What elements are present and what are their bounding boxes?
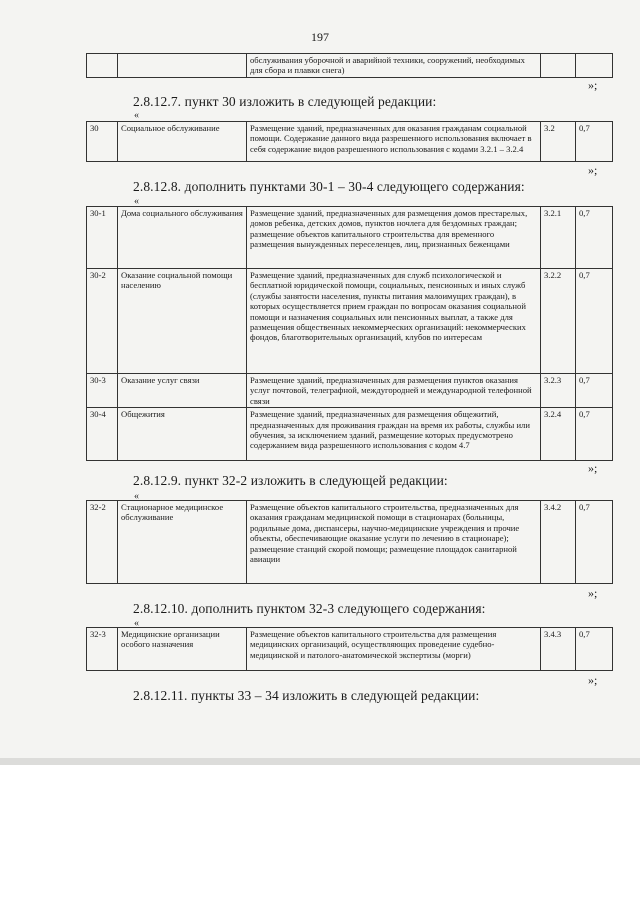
table-row bbox=[87, 408, 613, 461]
table-section-32-3 bbox=[86, 627, 613, 671]
opening-quote: « bbox=[134, 110, 139, 121]
table-row bbox=[87, 122, 613, 162]
cell-num: 32-2 bbox=[87, 501, 118, 584]
cell-name: Дома социального обслуживания bbox=[118, 207, 247, 269]
closing-quote: »; bbox=[588, 163, 598, 177]
table-section-30 bbox=[86, 121, 613, 162]
table-section-32-2 bbox=[86, 500, 613, 584]
opening-quote: « bbox=[134, 618, 139, 629]
cell-name: Социальное обслуживание bbox=[118, 122, 247, 162]
cell-description: Размещение объектов капитального строительства для размещения медицинских организаций, осуществляющих проведение судебно-медицинской и патолого-анатомической экспертизы (морги) bbox=[247, 628, 541, 671]
cell-code: 3.2 bbox=[541, 122, 576, 162]
section-heading: 2.8.12.11. пункты 33 – 34 изложить в следующей редакции: bbox=[133, 688, 480, 703]
closing-quote: »; bbox=[588, 673, 598, 687]
cell-code: 3.4.2 bbox=[541, 501, 576, 584]
section-heading: 2.8.12.8. дополнить пунктами 30-1 – 30-4 следующего содержания: bbox=[133, 179, 525, 194]
cell-code: 3.2.4 bbox=[541, 408, 576, 461]
cell-value: 0,7 bbox=[576, 374, 613, 408]
cell-num: 30-4 bbox=[87, 408, 118, 461]
cell-description: Размещение зданий, предназначенных для размещения общежитий, предназначенных для проживания граждан на время их работы, службы или обучения, за исключением зданий, размещение которых предусмотрено содержанием вида разрешенного использования с кодом 4.7 bbox=[247, 408, 541, 461]
cell-value: 0,7 bbox=[576, 269, 613, 374]
cell-num: 32-3 bbox=[87, 628, 118, 671]
cell-name: Общежития bbox=[118, 408, 247, 461]
cell-value: 0,7 bbox=[576, 501, 613, 584]
cell-num: 30-3 bbox=[87, 374, 118, 408]
opening-quote: « bbox=[134, 491, 139, 502]
cell-name: Медицинские организации особого назначения bbox=[118, 628, 247, 671]
closing-quote: »; bbox=[588, 78, 598, 92]
table-row bbox=[87, 501, 613, 584]
cell-value: 0,7 bbox=[576, 628, 613, 671]
section-heading: 2.8.12.9. пункт 32-2 изложить в следующей редакции: bbox=[133, 473, 448, 488]
cell-num: 30-1 bbox=[87, 207, 118, 269]
closing-quote: »; bbox=[588, 586, 598, 600]
table-row bbox=[87, 54, 613, 78]
page-number: 197 bbox=[311, 30, 329, 44]
table-fragment-top bbox=[86, 53, 613, 78]
table-row bbox=[87, 207, 613, 269]
cell-num: 30 bbox=[87, 122, 118, 162]
cell-name: Оказание социальной помощи населению bbox=[118, 269, 247, 374]
opening-quote: « bbox=[134, 196, 139, 207]
cell-value: 0,7 bbox=[576, 122, 613, 162]
cell-code: 3.4.3 bbox=[541, 628, 576, 671]
cell-description: Размещение зданий, предназначенных для оказания гражданам социальной помощи. Содержание данного вида разрешенного использования включает в себя содержание видов разрешенного использования с кодами 3.2.1 – 3.2.4 bbox=[247, 122, 541, 162]
cell-name: Стационарное медицинское обслуживание bbox=[118, 501, 247, 584]
cell-code: 3.2.3 bbox=[541, 374, 576, 408]
closing-quote: »; bbox=[588, 461, 598, 475]
cell-code: 3.2.1 bbox=[541, 207, 576, 269]
cell-description: Размещение зданий, предназначенных для служб психологической и бесплатной юридической помощи, социальных, пенсионных и иных служб (службы занятости населения, пункты питания малоимущих граждан), в которых осуществляется прием граждан по вопросам оказания социальной помощи и назначения социальных или пенсионных выплат, а также для размещения общественных некоммерческих организаций: некоммерческих фондов, благотворительных организаций, клубов по интересам bbox=[247, 269, 541, 374]
scan-bottom-edge bbox=[0, 758, 640, 765]
cell-description: Размещение зданий, предназначенных для размещения домов престарелых, домов ребенка, детских домов, пунктов ночлега для бездомных граждан; размещение объектов капитального строительства для временного размещения вынужденных переселенцев, лиц, признанных беженцами bbox=[247, 207, 541, 269]
table-section-30-1-30-4 bbox=[86, 206, 613, 461]
cell-name: Оказание услуг связи bbox=[118, 374, 247, 408]
cell-code: 3.2.2 bbox=[541, 269, 576, 374]
cell-description: обслуживания уборочной и аварийной техники, сооружений, необходимых для сбора и плавки снега) bbox=[247, 54, 541, 78]
table-row bbox=[87, 628, 613, 671]
cell-value: 0,7 bbox=[576, 207, 613, 269]
section-heading: 2.8.12.7. пункт 30 изложить в следующей редакции: bbox=[133, 94, 437, 109]
cell-description: Размещение зданий, предназначенных для размещения пунктов оказания услуг почтовой, телеграфной, междугородней и международной телефонной связи bbox=[247, 374, 541, 408]
table-row bbox=[87, 374, 613, 408]
cell-value: 0,7 bbox=[576, 408, 613, 461]
table-row bbox=[87, 269, 613, 374]
cell-num: 30-2 bbox=[87, 269, 118, 374]
cell-description: Размещение объектов капитального строительства, предназначенных для оказания гражданам медицинской помощи в стационарах (больницы, родильные дома, диспансеры, научно-медицинские учреждения и прочие объекты, обеспечивающие оказание услуги по лечению в стационаре); размещение станций скорой помощи; размещение площадок санитарной авиации bbox=[247, 501, 541, 584]
section-heading: 2.8.12.10. дополнить пунктом 32-3 следующего содержания: bbox=[133, 601, 486, 616]
